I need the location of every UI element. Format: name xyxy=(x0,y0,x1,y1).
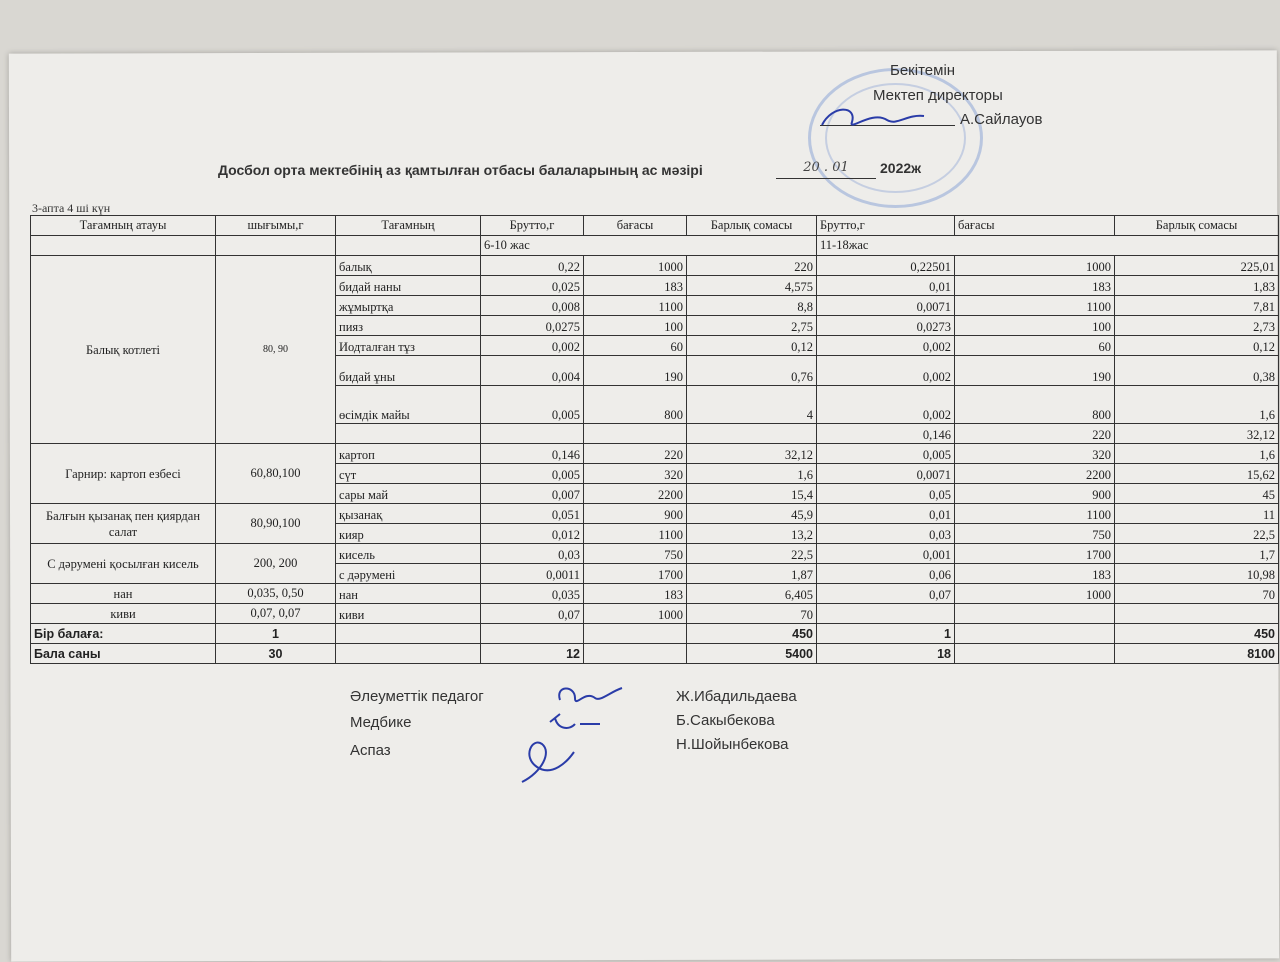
name-social-pedagogue: Ж.Ибадильдаева xyxy=(676,688,797,705)
children-count-row xyxy=(31,644,1279,664)
value-cell: 1700 xyxy=(955,544,1115,564)
empty-cell xyxy=(584,624,687,644)
value-cell: 1000 xyxy=(955,256,1115,276)
value-cell: 900 xyxy=(584,504,687,524)
value-cell: 22,5 xyxy=(687,544,817,564)
cook-signature xyxy=(512,732,582,792)
children-label: Бала саны xyxy=(31,644,216,664)
value-cell: 0,12 xyxy=(687,336,817,356)
value-cell xyxy=(955,604,1115,624)
role-cook: Аспаз xyxy=(350,742,391,759)
value-cell: 0,035 xyxy=(481,584,584,604)
ingredient-name: жұмыртқа xyxy=(336,296,481,316)
dish-name: Балық котлеті xyxy=(31,256,216,444)
value-cell: 0,22501 xyxy=(817,256,955,276)
dish-yield: 0,07, 0,07 xyxy=(216,604,336,624)
empty-cell xyxy=(336,624,481,644)
value-cell: 0,007 xyxy=(481,484,584,504)
value-cell: 190 xyxy=(584,356,687,386)
value-cell: 0,76 xyxy=(687,356,817,386)
value-cell: 0,005 xyxy=(481,386,584,424)
dish-name: Балғын қызанақ пен қиярдан салат xyxy=(31,504,216,544)
role-social-pedagogue: Әлеуметтік педагог xyxy=(350,688,484,705)
value-cell: 2,73 xyxy=(1115,316,1279,336)
value-cell: 0,05 xyxy=(817,484,955,504)
dish-yield: 0,035, 0,50 xyxy=(216,584,336,604)
ingredient-name: қызанақ xyxy=(336,504,481,524)
value-cell: 1,6 xyxy=(1115,444,1279,464)
value-cell: 0,01 xyxy=(817,504,955,524)
value-cell: 1000 xyxy=(584,256,687,276)
value-cell: 0,0273 xyxy=(817,316,955,336)
value-cell: 1100 xyxy=(955,296,1115,316)
value-cell: 100 xyxy=(955,316,1115,336)
value-cell xyxy=(687,424,817,444)
ingredient-name: балық xyxy=(336,256,481,276)
value-cell: 1000 xyxy=(955,584,1115,604)
header-cell: Брутто,г xyxy=(817,216,955,236)
date-field: 20 . 01 xyxy=(776,160,876,179)
dish-yield: 80, 90 xyxy=(216,256,336,444)
header-cell: Тағамның xyxy=(336,216,481,236)
children-brutto-senior: 18 xyxy=(817,644,955,664)
header-row xyxy=(31,216,1279,236)
header-cell: бағасы xyxy=(955,216,1115,236)
ingredient-row xyxy=(31,604,1279,624)
value-cell: 0,002 xyxy=(817,386,955,424)
value-cell: 70 xyxy=(687,604,817,624)
age-row xyxy=(31,236,1279,256)
value-cell: 0,0275 xyxy=(481,316,584,336)
value-cell: 0,12 xyxy=(1115,336,1279,356)
value-cell xyxy=(817,604,955,624)
ingredient-name: бидай наны xyxy=(336,276,481,296)
ingredient-name: өсімдік майы xyxy=(336,386,481,424)
value-cell: 320 xyxy=(955,444,1115,464)
value-cell: 0,008 xyxy=(481,296,584,316)
name-cook: Н.Шойынбекова xyxy=(676,736,789,753)
value-cell: 2,75 xyxy=(687,316,817,336)
children-price-junior: 12 xyxy=(481,644,584,664)
value-cell: 1,7 xyxy=(1115,544,1279,564)
value-cell: 0,051 xyxy=(481,504,584,524)
value-cell: 22,5 xyxy=(1115,524,1279,544)
ingredient-name: с дәрумені xyxy=(336,564,481,584)
value-cell: 0,002 xyxy=(817,356,955,386)
per-child-yield: 1 xyxy=(216,624,336,644)
value-cell: 0,001 xyxy=(817,544,955,564)
value-cell: 45,9 xyxy=(687,504,817,524)
value-cell: 183 xyxy=(584,584,687,604)
value-cell: 0,06 xyxy=(817,564,955,584)
value-cell: 2200 xyxy=(955,464,1115,484)
ingredient-name: бидай ұны xyxy=(336,356,481,386)
per-child-sum-junior: 450 xyxy=(687,624,817,644)
director-signature xyxy=(812,100,932,140)
ingredient-name xyxy=(336,424,481,444)
empty-cell xyxy=(336,236,481,256)
ingredient-name: сүт xyxy=(336,464,481,484)
value-cell: 0,005 xyxy=(481,464,584,484)
value-cell: 45 xyxy=(1115,484,1279,504)
age-group-junior: 6-10 жас xyxy=(481,236,817,256)
ingredient-name: киви xyxy=(336,604,481,624)
value-cell: 1,6 xyxy=(687,464,817,484)
ingredient-name: картоп xyxy=(336,444,481,464)
value-cell: 6,405 xyxy=(687,584,817,604)
per-child-label: Бір балаға: xyxy=(31,624,216,644)
name-nurse: Б.Сакыбекова xyxy=(676,712,775,729)
header-cell: шығымы,г xyxy=(216,216,336,236)
value-cell: 225,01 xyxy=(1115,256,1279,276)
empty-cell xyxy=(216,236,336,256)
value-cell: 183 xyxy=(584,276,687,296)
value-cell: 220 xyxy=(584,444,687,464)
per-child-brutto-senior: 1 xyxy=(817,624,955,644)
value-cell: 800 xyxy=(584,386,687,424)
ingredient-name: кисель xyxy=(336,544,481,564)
document-title: Досбол орта мектебінің аз қамтылған отбасы балаларының ас мәзірі xyxy=(218,162,703,178)
value-cell: 0,07 xyxy=(481,604,584,624)
value-cell: 0,012 xyxy=(481,524,584,544)
age-group-senior: 11-18жас xyxy=(817,236,1279,256)
value-cell: 0,005 xyxy=(817,444,955,464)
value-cell: 100 xyxy=(584,316,687,336)
header-cell: Брутто,г xyxy=(481,216,584,236)
value-cell: 0,22 xyxy=(481,256,584,276)
ingredient-row xyxy=(31,584,1279,604)
value-cell xyxy=(584,424,687,444)
value-cell: 220 xyxy=(955,424,1115,444)
value-cell: 15,4 xyxy=(687,484,817,504)
ingredient-name: сары май xyxy=(336,484,481,504)
value-cell: 11 xyxy=(1115,504,1279,524)
value-cell: 0,07 xyxy=(817,584,955,604)
value-cell: 1,83 xyxy=(1115,276,1279,296)
header-cell: бағасы xyxy=(584,216,687,236)
dish-yield: 60,80,100 xyxy=(216,444,336,504)
ingredient-row xyxy=(31,444,1279,464)
children-sum-junior: 5400 xyxy=(687,644,817,664)
approval-position: Мектеп директоры xyxy=(873,87,1003,104)
value-cell: 0,01 xyxy=(817,276,955,296)
value-cell: 0,03 xyxy=(481,544,584,564)
value-cell: 4 xyxy=(687,386,817,424)
value-cell xyxy=(481,424,584,444)
per-child-row xyxy=(31,624,1279,644)
children-sum-senior: 8100 xyxy=(1115,644,1279,664)
ingredient-name: кияр xyxy=(336,524,481,544)
value-cell: 0,146 xyxy=(817,424,955,444)
dish-yield: 200, 200 xyxy=(216,544,336,584)
year-label: 2022ж xyxy=(880,160,922,176)
value-cell: 0,002 xyxy=(817,336,955,356)
header-cell: Барлық сомасы xyxy=(687,216,817,236)
value-cell: 190 xyxy=(955,356,1115,386)
value-cell: 800 xyxy=(955,386,1115,424)
value-cell: 0,38 xyxy=(1115,356,1279,386)
value-cell: 0,0071 xyxy=(817,464,955,484)
dish-name: С дәрумені қосылған кисель xyxy=(31,544,216,584)
value-cell: 2200 xyxy=(584,484,687,504)
value-cell: 0,146 xyxy=(481,444,584,464)
ingredient-row xyxy=(31,256,1279,276)
value-cell: 7,81 xyxy=(1115,296,1279,316)
value-cell: 900 xyxy=(955,484,1115,504)
value-cell: 183 xyxy=(955,276,1115,296)
value-cell: 0,03 xyxy=(817,524,955,544)
value-cell: 1000 xyxy=(584,604,687,624)
value-cell: 220 xyxy=(687,256,817,276)
value-cell xyxy=(1115,604,1279,624)
empty-cell xyxy=(955,624,1115,644)
menu-table xyxy=(30,215,1279,664)
value-cell: 32,12 xyxy=(687,444,817,464)
ingredient-name: пияз xyxy=(336,316,481,336)
value-cell: 1,6 xyxy=(1115,386,1279,424)
dish-name: нан xyxy=(31,584,216,604)
value-cell: 8,8 xyxy=(687,296,817,316)
value-cell: 13,2 xyxy=(687,524,817,544)
per-child-sum-senior: 450 xyxy=(1115,624,1279,644)
value-cell: 1,87 xyxy=(687,564,817,584)
ingredient-name: Иодталған тұз xyxy=(336,336,481,356)
value-cell: 60 xyxy=(955,336,1115,356)
value-cell: 0,004 xyxy=(481,356,584,386)
empty-cell xyxy=(31,236,216,256)
empty-cell xyxy=(955,644,1115,664)
children-count: 30 xyxy=(216,644,336,664)
header-cell: Тағамның атауы xyxy=(31,216,216,236)
value-cell: 750 xyxy=(955,524,1115,544)
value-cell: 10,98 xyxy=(1115,564,1279,584)
value-cell: 320 xyxy=(584,464,687,484)
ingredient-row xyxy=(31,544,1279,564)
value-cell: 1100 xyxy=(955,504,1115,524)
value-cell: 0,025 xyxy=(481,276,584,296)
value-cell: 1100 xyxy=(584,296,687,316)
value-cell: 60 xyxy=(584,336,687,356)
dish-yield: 80,90,100 xyxy=(216,504,336,544)
value-cell: 70 xyxy=(1115,584,1279,604)
empty-cell xyxy=(481,624,584,644)
value-cell: 4,575 xyxy=(687,276,817,296)
header-cell: Барлық сомасы xyxy=(1115,216,1279,236)
value-cell: 1100 xyxy=(584,524,687,544)
ingredient-row xyxy=(31,504,1279,524)
empty-cell xyxy=(584,644,687,664)
value-cell: 15,62 xyxy=(1115,464,1279,484)
dish-name: киви xyxy=(31,604,216,624)
value-cell: 0,002 xyxy=(481,336,584,356)
approval-name: А.Сайлауов xyxy=(960,111,1043,128)
empty-cell xyxy=(336,644,481,664)
value-cell: 0,0071 xyxy=(817,296,955,316)
value-cell: 750 xyxy=(584,544,687,564)
value-cell: 0,0011 xyxy=(481,564,584,584)
ingredient-name: нан xyxy=(336,584,481,604)
role-nurse: Медбике xyxy=(350,714,412,731)
week-label: 3-апта 4 ші күн xyxy=(32,201,111,215)
approval-heading: Бекітемін xyxy=(890,62,956,79)
value-cell: 1700 xyxy=(584,564,687,584)
value-cell: 183 xyxy=(955,564,1115,584)
value-cell: 32,12 xyxy=(1115,424,1279,444)
dish-name: Гарнир: картоп езбесі xyxy=(31,444,216,504)
